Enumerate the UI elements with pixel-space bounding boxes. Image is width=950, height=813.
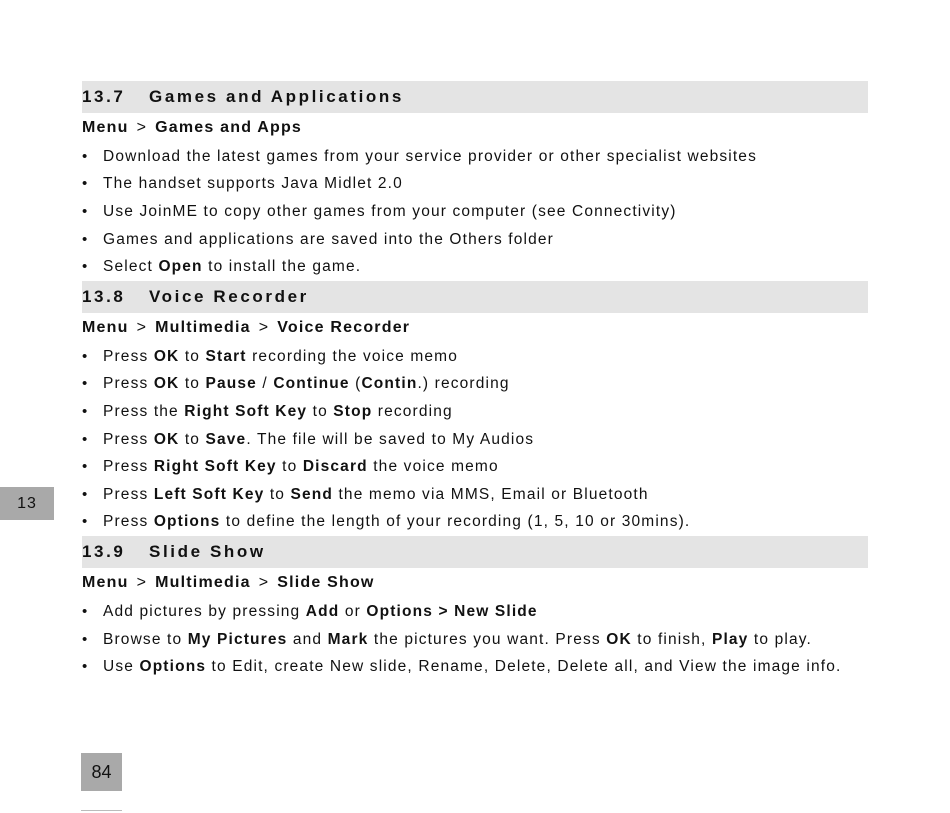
path-separator: >: [136, 574, 148, 592]
menu-path-item: Menu: [82, 574, 129, 592]
list-item: [82, 143, 868, 171]
section-title: Voice Recorder: [149, 286, 309, 306]
list-item: [82, 426, 868, 454]
menu-path-item: Multimedia: [155, 318, 251, 336]
item-text: the memo via MMS, Email or Bluetooth: [333, 485, 649, 503]
menu-path-item: Menu: [82, 318, 129, 336]
list-item: [82, 253, 868, 281]
item-text: • Download the latest games from your service provider or other specialist websites: [103, 147, 757, 165]
menu-path-item: Slide Show: [277, 574, 375, 592]
manual-content: [82, 81, 868, 681]
list-item: [82, 509, 868, 537]
menu-path: [82, 313, 868, 343]
list-item: [82, 343, 868, 371]
item-text: to: [179, 375, 206, 393]
chapter-tab: 13: [0, 487, 54, 520]
path-separator: >: [258, 574, 270, 592]
item-text: (: [349, 375, 362, 393]
key-term: Pause: [205, 375, 257, 393]
key-term: Discard: [302, 458, 368, 476]
item-text: .) recording: [417, 375, 510, 393]
section-heading: [82, 281, 868, 313]
key-term: Open: [158, 258, 203, 276]
item-text: to: [276, 458, 303, 476]
item-text: recording: [372, 402, 453, 420]
key-term: Stop: [333, 402, 373, 420]
key-term: Options > New Slide: [366, 602, 538, 620]
item-text: to: [264, 485, 291, 503]
key-term: Send: [290, 485, 334, 503]
bullet-list: [82, 143, 868, 281]
item-text: the voice memo: [367, 458, 499, 476]
item-text: • Press the: [103, 402, 185, 420]
list-item: [82, 171, 868, 199]
item-text: to define the length of your recording (1, 5, 10 or 30mins).: [220, 513, 691, 531]
menu-path-item: Menu: [82, 119, 129, 136]
section-title: Slide Show: [149, 542, 266, 562]
key-term: Right Soft Key: [184, 402, 308, 420]
item-text: • Use JoinME to copy other games from your computer (see Connectivity): [103, 202, 677, 220]
key-term: Options: [153, 513, 221, 531]
menu-path-item: Games and Apps: [155, 119, 303, 136]
item-text: • Press: [103, 430, 154, 448]
item-text: • Press: [103, 513, 154, 531]
footer-rule: [81, 810, 122, 811]
key-term: Contin: [361, 375, 418, 393]
section-title: Games and Applications: [149, 87, 404, 106]
item-text: to Edit, create New slide, Rename, Delete, Delete all, and View the image info.: [206, 658, 842, 676]
item-text: to: [179, 347, 206, 365]
list-item: [82, 371, 868, 399]
key-term: Start: [205, 347, 247, 365]
page-number: 84: [81, 753, 122, 791]
item-text: • Browse to: [103, 630, 188, 648]
key-term: OK: [153, 375, 180, 393]
key-term: Left Soft Key: [153, 485, 265, 503]
item-text: • Add pictures by pressing: [103, 602, 306, 620]
section-number: 13.9: [82, 542, 126, 562]
item-text: to play.: [748, 630, 812, 648]
key-term: Right Soft Key: [153, 458, 277, 476]
key-term: OK: [153, 347, 180, 365]
section-number: 13.7: [82, 87, 126, 106]
path-separator: >: [258, 318, 270, 336]
key-term: Options: [139, 658, 207, 676]
list-item: [82, 626, 868, 654]
key-term: Continue: [273, 375, 350, 393]
section-number: 13.8: [82, 286, 126, 306]
key-term: Save: [205, 430, 247, 448]
item-text: or: [339, 602, 367, 620]
item-text: recording the voice memo: [246, 347, 458, 365]
list-item: [82, 226, 868, 254]
item-text: the pictures you want. Press: [368, 630, 607, 648]
menu-path-item: Multimedia: [155, 574, 251, 592]
item-text: • Games and applications are saved into the Others folder: [103, 230, 554, 248]
section-heading: [82, 536, 868, 568]
list-item: [82, 398, 868, 426]
section-heading: [82, 81, 868, 113]
list-item: [82, 653, 868, 681]
item-text: and: [287, 630, 328, 648]
key-term: My Pictures: [187, 630, 288, 648]
item-text: • The handset supports Java Midlet 2.0: [103, 175, 403, 193]
item-text: to: [307, 402, 334, 420]
list-item: [82, 453, 868, 481]
list-item: [82, 198, 868, 226]
key-term: OK: [153, 430, 180, 448]
menu-path: [82, 568, 868, 598]
key-term: OK: [606, 630, 632, 648]
item-text: • Select: [103, 258, 159, 276]
menu-path-item: Voice Recorder: [277, 318, 411, 336]
list-item: [82, 481, 868, 509]
item-text: • Press: [103, 458, 154, 476]
list-item: [82, 598, 868, 626]
bullet-list: [82, 343, 868, 536]
path-separator: >: [136, 318, 148, 336]
path-separator: >: [136, 119, 148, 136]
item-text: /: [256, 375, 274, 393]
item-text: • Press: [103, 375, 154, 393]
item-text: • Press: [103, 347, 154, 365]
bullet-list: [82, 598, 868, 681]
key-term: Play: [711, 630, 749, 648]
key-term: Mark: [327, 630, 369, 648]
item-text: . The file will be saved to My Audios: [246, 430, 535, 448]
item-text: • Press: [103, 485, 154, 503]
item-text: • Use: [103, 658, 140, 676]
item-text: to install the game.: [202, 258, 362, 276]
key-term: Add: [305, 602, 340, 620]
menu-path: [82, 113, 868, 143]
item-text: to: [179, 430, 206, 448]
item-text: to finish,: [631, 630, 712, 648]
